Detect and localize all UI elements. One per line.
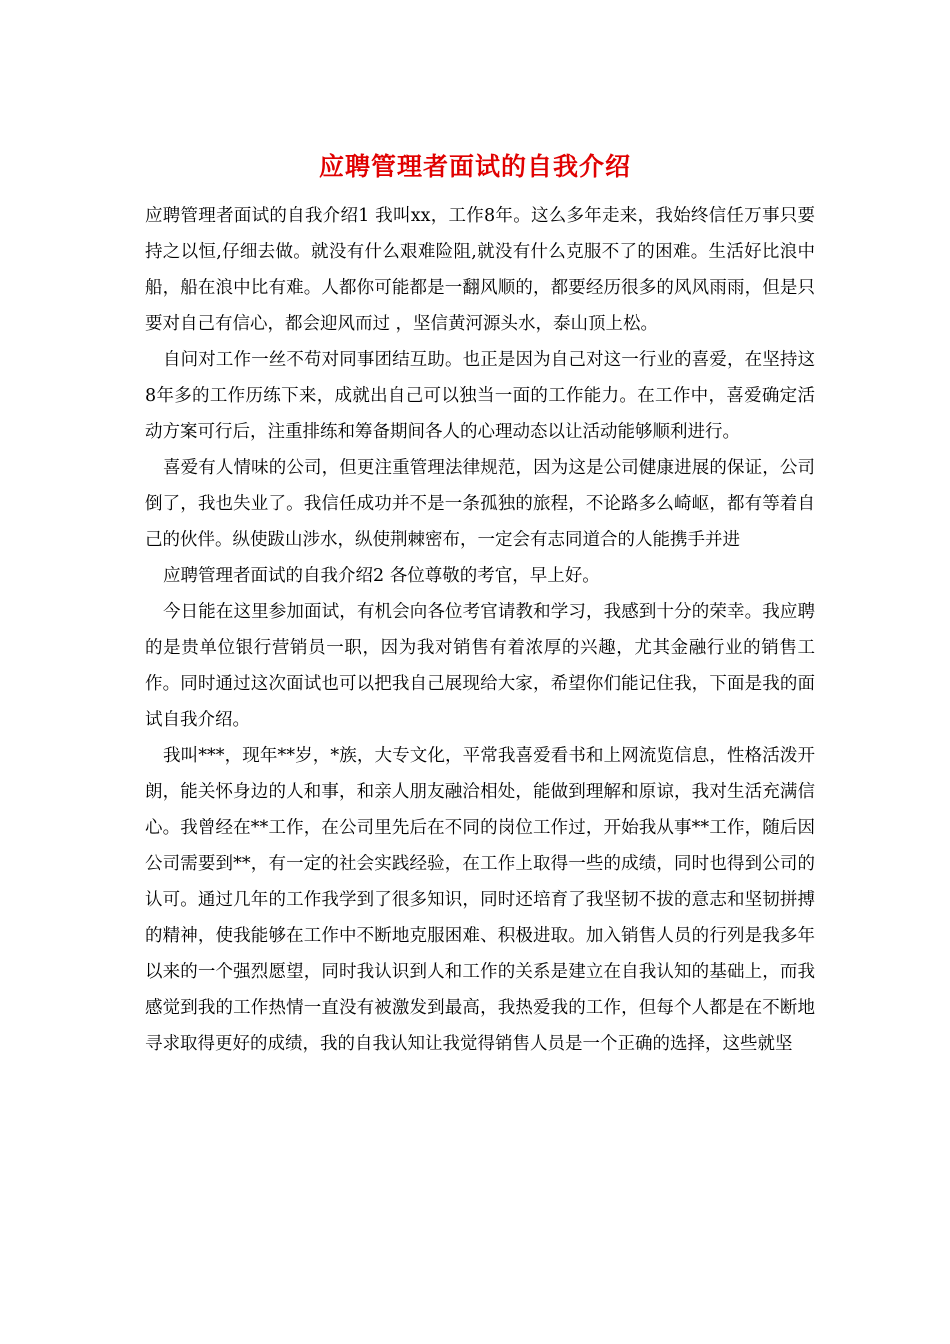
paragraph-3: 喜爱有人情味的公司，但更注重管理法律规范，因为这是公司健康进展的保证，公司倒了，我也失业了。我信任成功并不是一条孤独的旅程，不论路多么崎岖，都有等着自己的伙伴。纵使跋山涉水，纵使荆棘密布，一定会有志同道合的人能携手并进 [145,458,815,550]
paragraph-6: 我叫***，现年**岁，*族，大专文化，平常我喜爱看书和上网流览信息，性格活泼开朗，能关怀身边的人和事，和亲人朋友融洽相处，能做到理解和原谅，我对生活充满信心。我曾经在**工作，在公司里先后在不同的岗位工作过，开始我从事**工作，随后因公司需要到**，有一定的社会实践经验，在工作上取得一些的成绩，同时也得到公司的认可。通过几年的工作我学到了很多知识，同时还培育了我坚韧不拔的意志和坚韧拼搏的精神，使我能够在工作中不断地克服困难、积极进取。加入销售人员的行列是我多年以来的一个强烈愿望，同时我认识到人和工作的关系是建立在自我认知的基础上，而我感觉到我的工作热情一直没有被激发到最高，我热爱我的工作，但每个人都是在不断地寻求取得更好的成绩，我的自我认知让我觉得销售人员是一个正确的选择，这些就坚 [145,746,815,1054]
paragraph-2: 自问对工作一丝不苟对同事团结互助。也正是因为自己对这一行业的喜爱，在坚持这8年多的工作历练下来，成就出自己可以独当一面的工作能力。在工作中，喜爱确定活动方案可行后，注重排练和筹备期间各人的心理动态以让活动能够顺利进行。 [145,350,815,442]
document-title: 应聘管理者面试的自我介绍 [318,152,631,181]
paragraph-4: 应聘管理者面试的自我介绍2 各位尊敬的考官，早上好。 [163,566,600,586]
paragraph-5: 今日能在这里参加面试，有机会向各位考官请教和学习，我感到十分的荣幸。我应聘的是贵单位银行营销员一职，因为我对销售有着浓厚的兴趣，尤其金融行业的销售工作。同时通过这次面试也可以把我自己展现给大家，希望你们能记住我，下面是我的面试自我介绍。 [145,602,815,730]
document-body [145,198,815,1062]
paragraph-1: 应聘管理者面试的自我介绍1 我叫xx，工作8年。这么多年走来，我始终信任万事只要持之以恒,仔细去做。就没有什么艰难险阻,就没有什么克服不了的困难。生活好比浪中船，船在浪中比有难。人都你可能都是一翻风顺的，都要经历很多的风风雨雨，但是只要对自己有信心，都会迎风而过 ，坚信黄河源头水，泰山顶上松。 [145,206,815,334]
